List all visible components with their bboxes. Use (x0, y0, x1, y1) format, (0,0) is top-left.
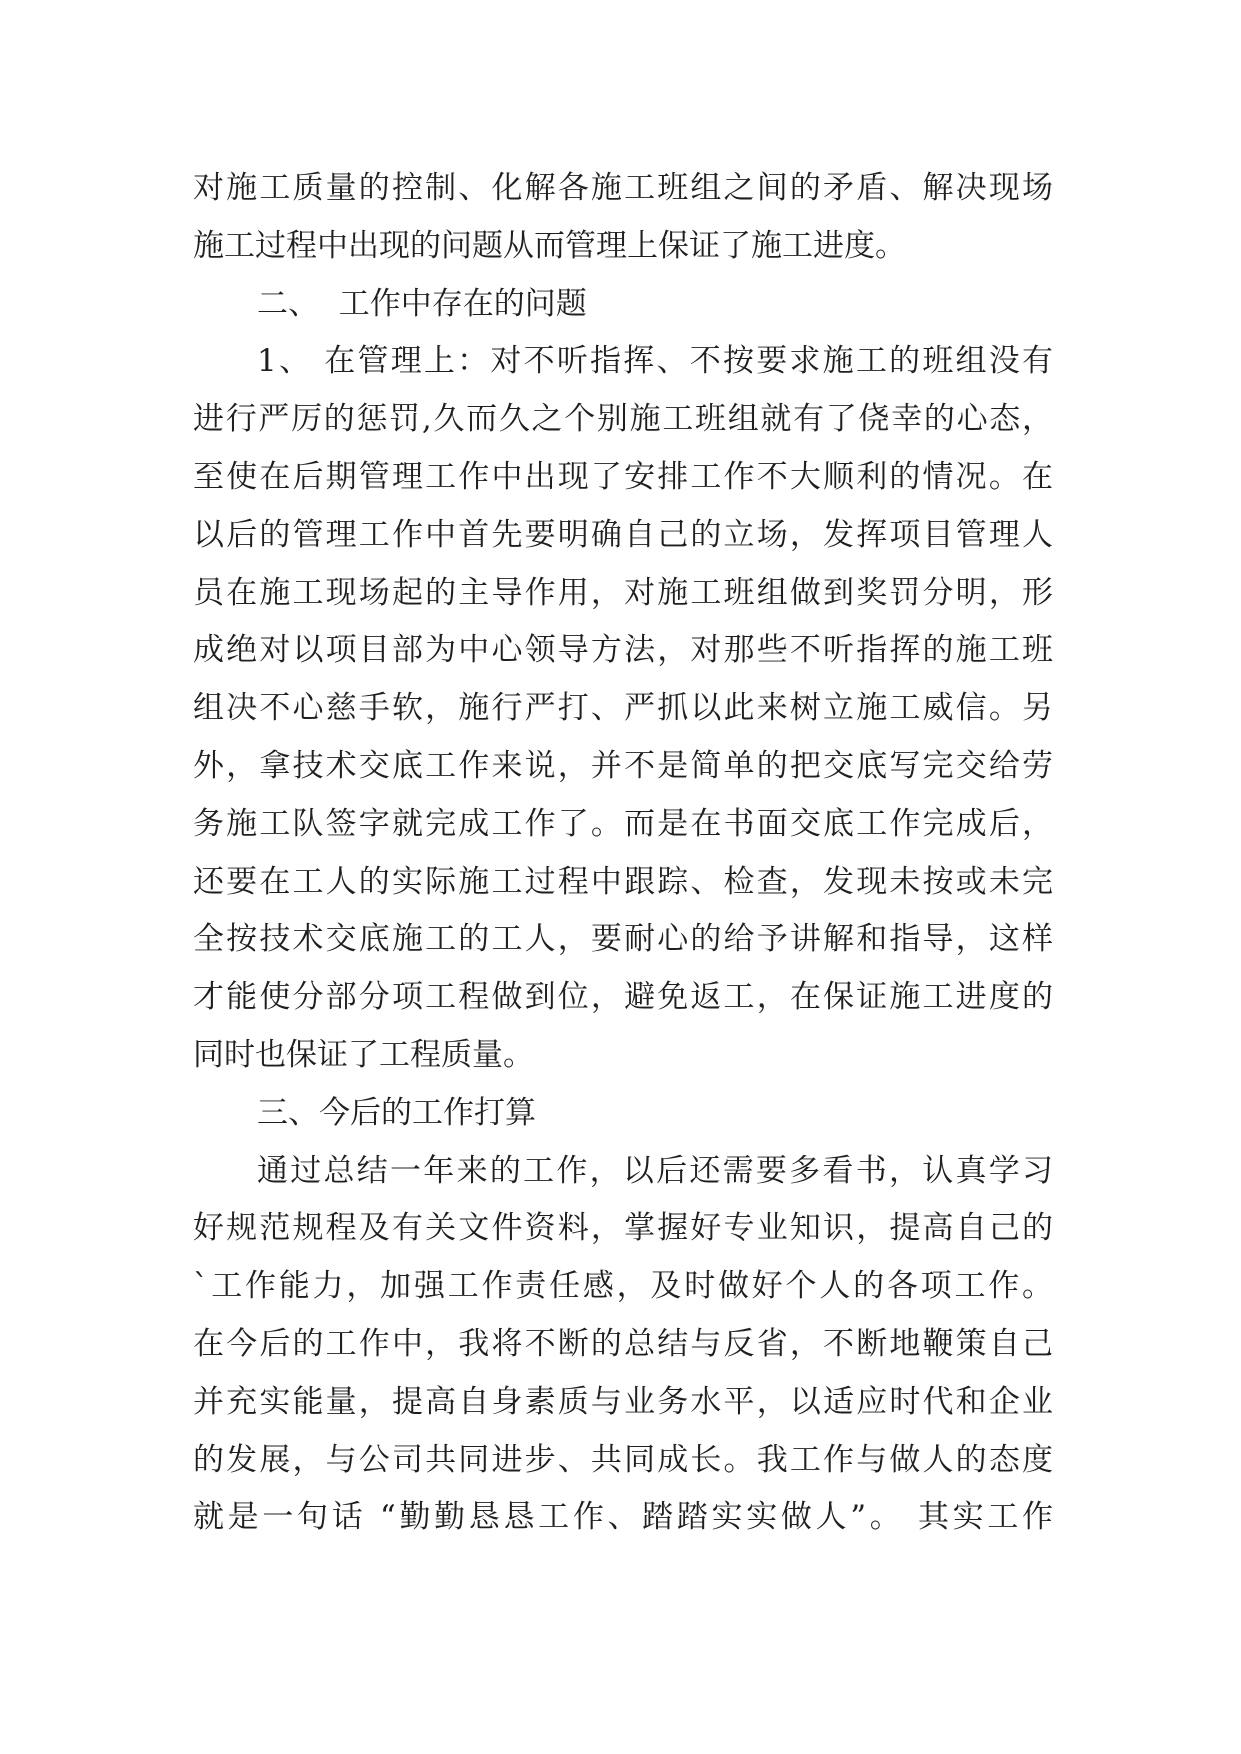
document-body (193, 160, 1053, 1547)
text-line: 1、 在管理上：对不听指挥、不按要求施工的班组没有 (257, 343, 1053, 380)
text-line: 以后的管理工作中首先要明确自己的立场，发挥项目管理人 (193, 516, 1053, 553)
text-line: 至使在后期管理工作中出现了安排工作不大顺利的情况。在 (193, 458, 1053, 495)
section-heading: 三、今后的工作打算 (257, 1094, 536, 1131)
text-line: 同时也保证了工程质量。 (193, 1036, 534, 1073)
text-line: 的发展，与公司共同进步、共同成长。我工作与做人的态度 (193, 1441, 1053, 1478)
text-line: 成绝对以项目部为中心领导方法，对那些不听指挥的施工班 (193, 632, 1053, 669)
text-line: 通过总结一年来的工作，以后还需要多看书，认真学习 (257, 1152, 1053, 1189)
section-heading: 二、 工作中存在的问题 (257, 285, 587, 322)
text-line: 并充实能量，提高自身素质与业务水平，以适应时代和企业 (193, 1383, 1053, 1420)
text-line: 进行严厉的惩罚,久而久之个别施工班组就有了侥幸的心态， (193, 401, 1053, 438)
text-line: 还要在工人的实际施工过程中跟踪、检查，发现未按或未完 (193, 863, 1053, 900)
text-line: 员在施工现场起的主导作用，对施工班组做到奖罚分明，形 (193, 574, 1053, 611)
text-line: `工作能力，加强工作责任感，及时做好个人的各项工作。 (193, 1268, 1053, 1305)
text-line: 外，拿技术交底工作来说，并不是简单的把交底写完交给劳 (193, 747, 1053, 784)
text-line: 就是一句话 “勤勤恳恳工作、踏踏实实做人”。 其实工作 (193, 1499, 1053, 1536)
text-line: 在今后的工作中，我将不断的总结与反省，不断地鞭策自己 (193, 1325, 1053, 1362)
text-line: 施工过程中出现的问题从而管理上保证了施工进度。 (193, 227, 906, 264)
text-line: 全按技术交底施工的工人，要耐心的给予讲解和指导，这样 (193, 921, 1053, 958)
text-line: 组决不心慈手软，施行严打、严抓以此来树立施工威信。另 (193, 690, 1053, 727)
text-line: 好规范规程及有关文件资料，掌握好专业知识，提高自己的 (193, 1210, 1053, 1247)
text-line: 才能使分部分项工程做到位，避免返工，在保证施工进度的 (193, 979, 1053, 1016)
text-line: 务施工队签字就完成工作了。而是在书面交底工作完成后， (193, 805, 1053, 842)
text-line: 对施工质量的控制、化解各施工班组之间的矛盾、解决现场 (193, 170, 1053, 206)
